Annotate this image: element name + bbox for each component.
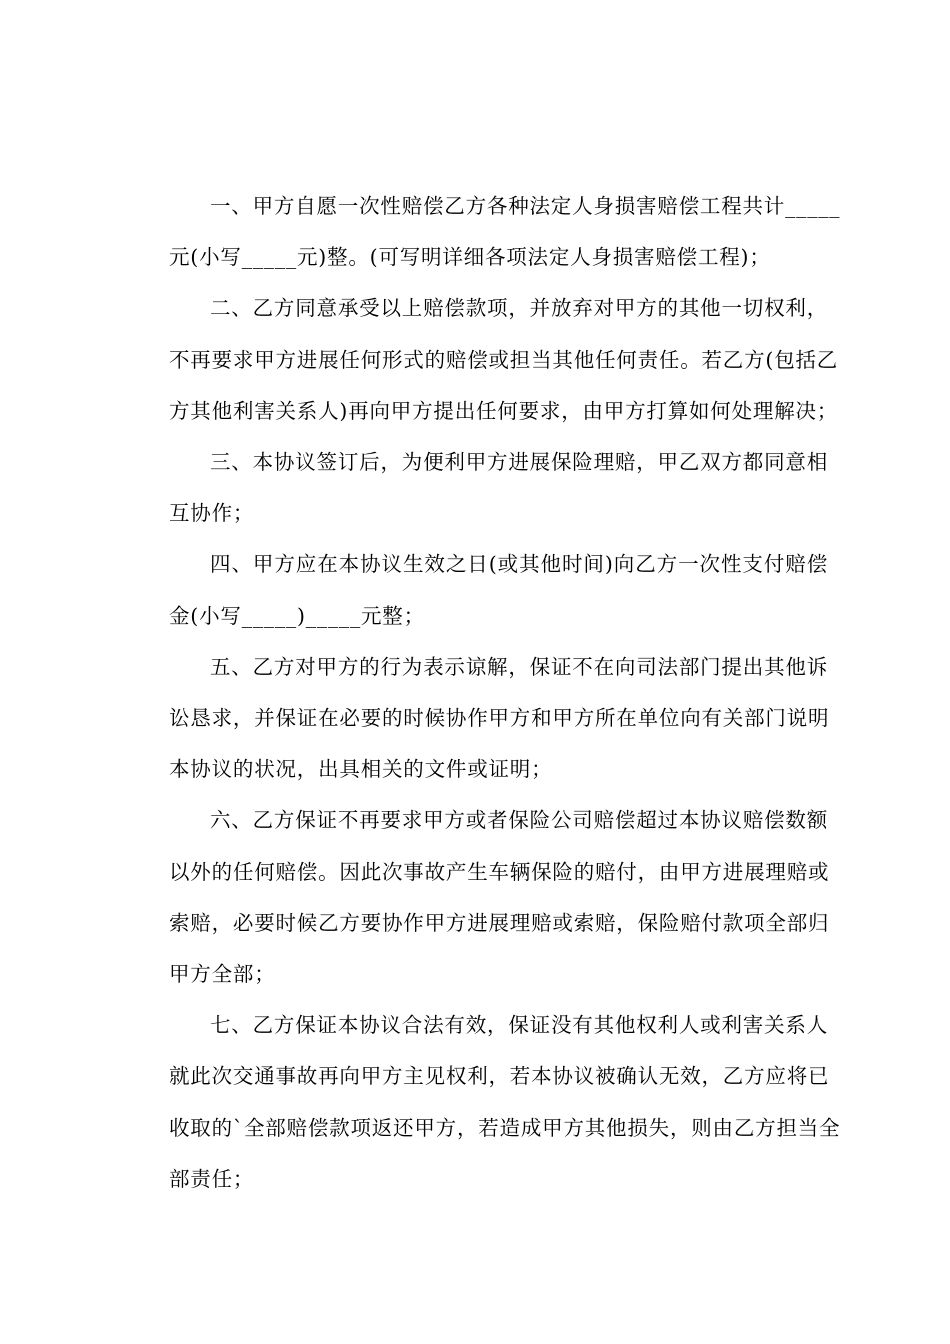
clause-7-line-4: 部责任； — [169, 1166, 255, 1191]
clause-3 — [128, 437, 828, 539]
clause-6-line-1: 六、乙方保证不再要求甲方或者保险公司赔偿超过本协议赔偿数额 — [210, 808, 828, 833]
clause-4 — [128, 539, 828, 641]
clause-7-line-2: 就此次交通事故再向甲方主见权利，若本协议被确认无效，乙方应将已 — [169, 1064, 830, 1089]
clause-7 — [128, 1000, 841, 1205]
clause-4-line-2: 金(小写_____)_____元整； — [169, 603, 425, 628]
clause-3-line-2: 互协作； — [169, 501, 255, 526]
clause-6-line-3: 索赔，必要时候乙方要协作甲方进展理赔或索赔，保险赔付款项全部归 — [169, 910, 830, 935]
clause-5-line-3: 本协议的状况，出具相关的文件或证明； — [169, 757, 553, 782]
clause-5-line-1: 五、乙方对甲方的行为表示谅解，保证不在向司法部门提出其他诉 — [210, 654, 828, 679]
clause-3-line-1: 三、本协议签订后，为便利甲方进展保险理赔，甲乙双方都同意相 — [210, 450, 828, 475]
clause-5 — [128, 642, 828, 796]
clause-7-line-1: 七、乙方保证本协议合法有效，保证没有其他权利人或利害关系人 — [210, 1013, 828, 1038]
clause-2-line-1: 二、乙方同意承受以上赔偿款项，并放弃对甲方的其他一切权利， — [210, 296, 828, 321]
clause-2 — [128, 283, 839, 437]
clause-2-line-2: 不再要求甲方进展任何形式的赔偿或担当其他任何责任。若乙方(包括乙 — [169, 347, 839, 372]
clause-4-line-1: 四、甲方应在本协议生效之日(或其他时间)向乙方一次性支付赔偿 — [210, 552, 828, 577]
document-body — [128, 181, 841, 1205]
clause-6-line-2: 以外的任何赔偿。因此次事故产生车辆保险的赔付，由甲方进展理赔或 — [169, 859, 830, 884]
clause-2-line-3: 方其他利害关系人)再向甲方提出任何要求，由甲方打算如何处理解决； — [169, 398, 839, 423]
clause-7-line-3: 收取的`全部赔偿款项返还甲方，若造成甲方其他损失，则由乙方担当全 — [169, 1115, 841, 1140]
clause-6-line-4: 甲方全部； — [169, 962, 276, 987]
clause-1 — [128, 181, 841, 283]
clause-6 — [128, 795, 828, 1000]
clause-1-line-2: 元(小写_____元)整。(可写明详细各项法定人身损害赔偿工程)； — [169, 245, 771, 270]
clause-1-line-1: 一、甲方自愿一次性赔偿乙方各种法定人身损害赔偿工程共计_____ — [210, 194, 841, 218]
clause-5-line-2: 讼恳求，并保证在必要的时候协作甲方和甲方所在单位向有关部门说明 — [169, 706, 830, 731]
